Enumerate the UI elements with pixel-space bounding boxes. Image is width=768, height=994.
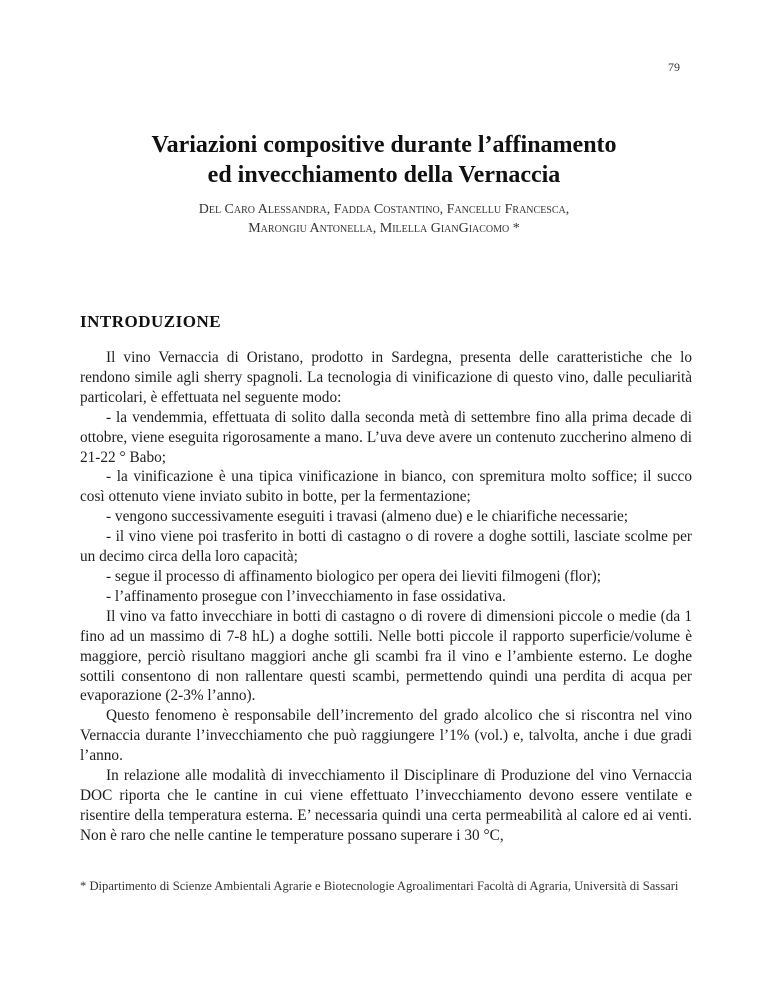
body-text xyxy=(80,348,692,846)
paragraph: Il vino va fatto invecchiare in botti di castagno o di rovere di dimensioni piccole o medie (da 1 fino ad un massimo di 7-8 hL) a doghe sottili. Nelle botti piccole il rapporto superficie/volume è maggiore, perciò risultano maggiori anche gli scambi fra il vino e l’ambiente esterno. Le doghe sottili consentono di non rallentare questi scambi, permettendo quindi una perdita di acqua per evaporazione (2-3% l’anno). xyxy=(80,607,692,705)
list-item: - la vinificazione è una tipica vinificazione in bianco, con spremitura molto soffice; il succo così ottenuto viene inviato subito in botte, per la fermentazione; xyxy=(80,468,692,506)
section-heading: INTRODUZIONE xyxy=(80,312,222,331)
list-item: - il vino viene poi trasferito in botti di castagno o di rovere a doghe sottili, lasciate scolme per un decimo circa della loro capacità; xyxy=(80,528,692,566)
list-item: - l’affinamento prosegue con l’invecchiamento in fase ossidativa. xyxy=(106,587,506,605)
footnote: * Dipartimento di Scienze Ambientali Agrarie e Biotecnologie Agroalimentari Facoltà di Agraria, Università di Sassari xyxy=(80,879,679,893)
author-list xyxy=(0,200,768,238)
paragraph: Il vino Vernaccia di Oristano, prodotto in Sardegna, presenta delle caratteristiche che lo rendono simile agli sherry spagnoli. La tecnologia di vinificazione di questo vino, dalle peculiarità particolari, è effettuata nel seguente modo: xyxy=(80,349,692,406)
paragraph: In relazione alle modalità di invecchiamento il Disciplinare di Produzione del vino Vernaccia DOC riporta che le cantine in cui viene effettuato l’invecchiamento devono essere ventilate e risentire della temperatura esterna. E’ necessaria quindi una certa permeabilità al calore ed ai venti. Non è raro che nelle cantine le temperature possano superare i 30 °C, xyxy=(80,767,692,844)
author-line-2: Marongiu Antonella, Milella GianGiacomo * xyxy=(248,221,520,236)
author-line-1: Del Caro Alessandra, Fadda Costantino, Fancellu Francesca, xyxy=(198,202,570,217)
article-title xyxy=(0,130,768,190)
article-title-line-1: Variazioni compositive durante l’affinamento xyxy=(151,132,617,158)
page-number: 79 xyxy=(668,60,680,74)
list-item: - segue il processo di affinamento biologico per opera dei lieviti filmogeni (flor); xyxy=(106,567,602,585)
paragraph: Questo fenomeno è responsabile dell’incremento del grado alcolico che si riscontra nel vino Vernaccia durante l’invecchiamento che può raggiungere l’1% (vol.) e, talvolta, anche i due gradi l’anno. xyxy=(80,707,692,765)
article-title-line-2: ed invecchiamento della Vernaccia xyxy=(207,162,561,188)
list-item: - vengono successivamente eseguiti i travasi (almeno due) e le chiarifiche necessarie; xyxy=(106,508,628,526)
list-item: - la vendemmia, effettuata di solito dalla seconda metà di settembre fino alla prima decade di ottobre, viene eseguita rigorosamente a mano. L’uva deve avere un contenuto zuccherino almeno di 21-22 ° Babo; xyxy=(80,408,692,466)
